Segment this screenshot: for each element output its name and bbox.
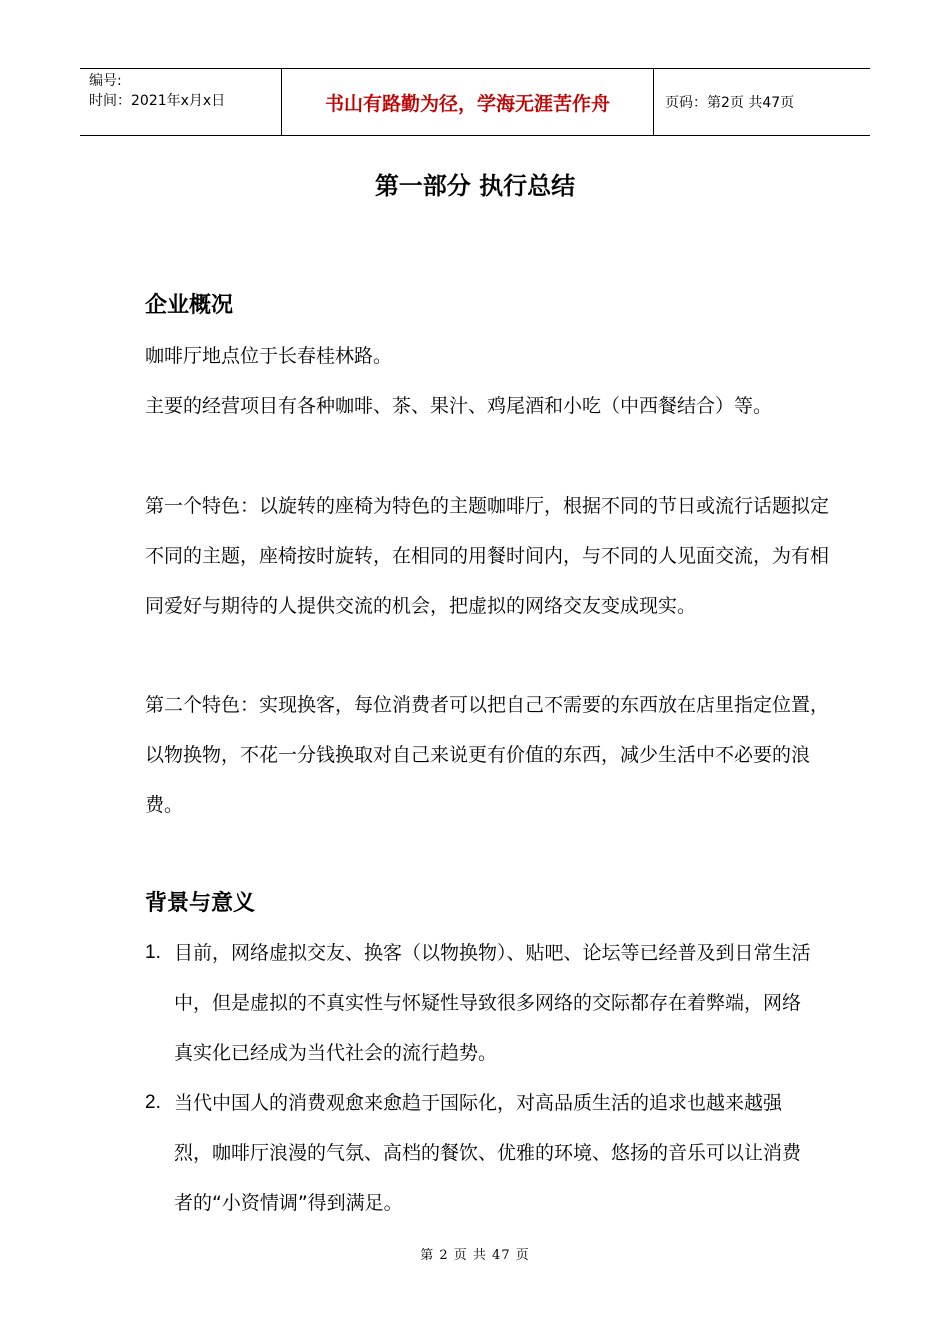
list-text: 当代中国人的消费观愈来愈趋于国际化，对高品质生活的追求也越来越强烈，咖啡厅浪漫的气氛、高档的餐饮、优雅的环境、悠扬的音乐可以让消费者的“小资情调”得到满足。 <box>174 1092 802 1214</box>
list-item <box>145 1078 835 1228</box>
page-info: 页码：第2页 共47页 <box>665 95 795 111</box>
number-label: 编号: <box>89 73 122 89</box>
paragraph: 咖啡厅地点位于长春桂林路。 <box>145 345 393 367</box>
time-label: 时间：2021年x月x日 <box>89 93 226 109</box>
list-text: 目前，网络虚拟交友、换客（以物换物）、贴吧、论坛等已经普及到日常生活中，但是虚拟的不真实性与怀疑性导致很多网络的交际都存在着弊端，网络真实化已经成为当代社会的流行趋势。 <box>174 942 811 1064</box>
paragraph: 第一个特色：以旋转的座椅为特色的主题咖啡厅，根据不同的节日或流行话题拟定不同的主题，座椅按时旋转，在相同的用餐时间内，与不同的人见面交流，为有相同爱好与期待的人提供交流的机会，把虚拟的网络交友变成现实。 <box>145 495 830 617</box>
paragraph: 主要的经营项目有各种咖啡、茶、果汁、鸡尾酒和小吃（中西餐结合）等。 <box>145 395 773 417</box>
page-header <box>80 68 870 136</box>
list-item <box>145 928 835 1078</box>
motto: 书山有路勤为径，学海无涯苦作舟 <box>281 69 654 135</box>
paragraph: 第二个特色：实现换客，每位消费者可以把自己不需要的东西放在店里指定位置，以物换物，不花一分钱换取对自己来说更有价值的东西，减少生活中不必要的浪费。 <box>145 694 830 816</box>
section-heading-background: 背景与意义 <box>145 891 256 916</box>
section-heading-overview: 企业概况 <box>145 293 234 318</box>
list-number: 2. <box>145 1092 161 1113</box>
header-left-cell <box>80 69 281 135</box>
page-title: 第一部分 执行总结 <box>374 172 576 200</box>
page-footer: 第 2 页 共 47 页 <box>420 1248 530 1263</box>
list-number: 1. <box>145 942 161 963</box>
